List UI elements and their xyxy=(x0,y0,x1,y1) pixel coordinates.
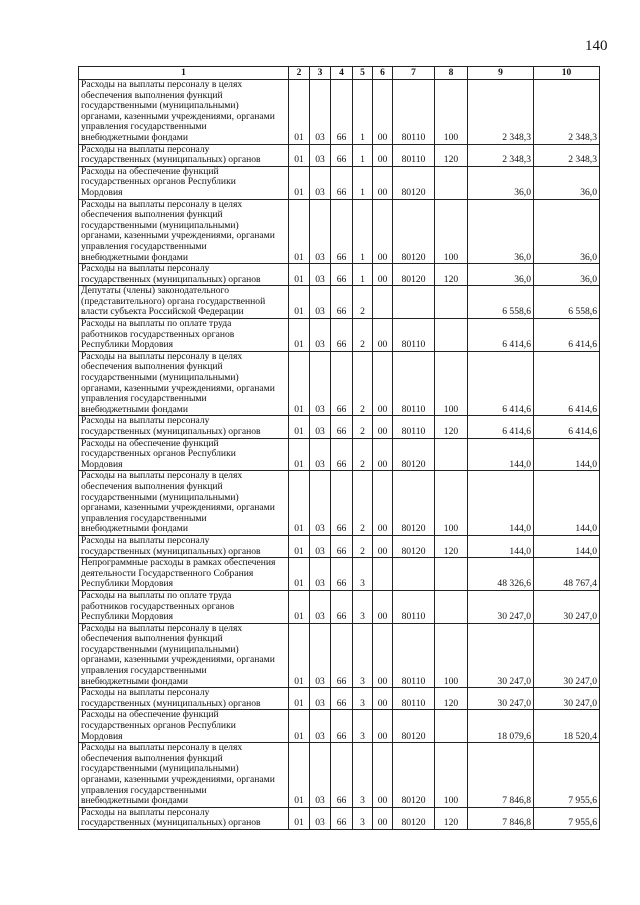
code-direction xyxy=(373,558,393,591)
code-target: 80120 xyxy=(393,807,435,829)
code-subprogram: 2 xyxy=(353,471,373,536)
table-row xyxy=(79,438,600,471)
code-subprogram: 3 xyxy=(353,688,373,710)
table-row xyxy=(79,80,600,145)
table-header-row xyxy=(79,67,600,80)
description-line: Республики Мордовия xyxy=(81,339,174,351)
code-expense-type: 120 xyxy=(435,688,468,710)
amount-year-2: 7 955,6 xyxy=(534,807,600,829)
description-line: государственных (муниципальных) органов xyxy=(81,273,261,285)
amount-year-2: 36,0 xyxy=(534,264,600,286)
description-line: Республики Мордовия xyxy=(81,578,174,590)
code-program: 66 xyxy=(331,590,353,623)
code-subsection: 03 xyxy=(310,535,331,557)
description-line: государственных (муниципальных) органов xyxy=(81,154,261,166)
code-subprogram: 1 xyxy=(353,264,373,286)
code-program: 66 xyxy=(331,807,353,829)
table-row xyxy=(79,535,600,557)
amount-year-1: 18 079,6 xyxy=(468,710,534,743)
description-line: внебюджетными фондами xyxy=(81,675,188,687)
column-header: 1 xyxy=(79,67,289,80)
amount-year-2: 2 348,3 xyxy=(534,80,600,145)
description-line: государственными (муниципальными) xyxy=(81,372,239,384)
description-line: Мордовия xyxy=(81,186,123,198)
code-target: 80120 xyxy=(393,743,435,808)
table-row xyxy=(79,743,600,808)
row-description xyxy=(79,264,289,286)
table-row xyxy=(79,199,600,264)
code-section: 01 xyxy=(289,166,310,199)
description-line: обеспечения выполнения функций xyxy=(81,480,223,492)
row-description xyxy=(79,80,289,145)
code-subsection: 03 xyxy=(310,199,331,264)
code-section: 01 xyxy=(289,471,310,536)
amount-year-1: 144,0 xyxy=(468,438,534,471)
description-line: государственных (муниципальных) органов xyxy=(81,426,261,437)
amount-year-2: 144,0 xyxy=(534,471,600,536)
code-direction: 00 xyxy=(373,623,393,688)
amount-year-2: 6 558,6 xyxy=(534,286,600,319)
code-target: 80110 xyxy=(393,416,435,438)
code-direction: 00 xyxy=(373,438,393,471)
column-header: 4 xyxy=(331,67,353,80)
description-line: Расходы на выплаты персоналу в целях xyxy=(81,79,243,90)
description-line: Расходы на выплаты персоналу xyxy=(81,263,210,275)
code-program: 66 xyxy=(331,199,353,264)
code-subsection: 03 xyxy=(310,144,331,166)
description-line: государственных органов Республики xyxy=(81,448,236,460)
table-row xyxy=(79,471,600,536)
description-line: Расходы на выплаты персоналу в целях xyxy=(81,470,243,482)
column-header: 10 xyxy=(534,67,600,80)
code-expense-type xyxy=(435,558,468,591)
code-direction: 00 xyxy=(373,688,393,710)
description-line: государственными (муниципальными) xyxy=(81,219,239,231)
description-line: Мордовия xyxy=(81,730,123,742)
code-expense-type: 120 xyxy=(435,264,468,286)
description-line: Расходы на выплаты персоналу xyxy=(81,415,210,427)
description-line: Расходы на выплаты по оплате труда xyxy=(81,589,232,601)
code-subsection: 03 xyxy=(310,166,331,199)
code-direction xyxy=(373,286,393,319)
row-description xyxy=(79,286,289,319)
table-body xyxy=(79,80,600,830)
code-section: 01 xyxy=(289,286,310,319)
description-line: Расходы на обеспечение функций xyxy=(81,709,219,721)
code-target: 80120 xyxy=(393,264,435,286)
row-description xyxy=(79,144,289,166)
code-target: 80120 xyxy=(393,710,435,743)
amount-year-1: 30 247,0 xyxy=(468,688,534,710)
code-subprogram: 1 xyxy=(353,80,373,145)
code-subsection: 03 xyxy=(310,471,331,536)
table-row xyxy=(79,264,600,286)
code-subprogram: 2 xyxy=(353,438,373,471)
amount-year-1: 6 558,6 xyxy=(468,286,534,319)
code-program: 66 xyxy=(331,688,353,710)
amount-year-1: 30 247,0 xyxy=(468,623,534,688)
code-program: 66 xyxy=(331,264,353,286)
description-line: органами, казенными учреждениями, органами xyxy=(81,110,275,122)
description-line: органами, казенными учреждениями, органами xyxy=(81,654,275,666)
description-line: Расходы на выплаты персоналу xyxy=(81,534,210,546)
code-expense-type xyxy=(435,590,468,623)
description-line: Расходы на выплаты персоналу в целях xyxy=(81,622,243,634)
row-description xyxy=(79,807,289,829)
code-program: 66 xyxy=(331,623,353,688)
code-subsection: 03 xyxy=(310,623,331,688)
description-line: управления государственными xyxy=(81,665,207,677)
description-line: управления государственными xyxy=(81,512,207,524)
code-subprogram: 2 xyxy=(353,416,373,438)
description-line: Республики Мордовия xyxy=(81,611,174,623)
code-subsection: 03 xyxy=(310,590,331,623)
code-expense-type: 120 xyxy=(435,807,468,829)
table-row xyxy=(79,286,600,319)
row-description xyxy=(79,688,289,710)
code-subsection: 03 xyxy=(310,558,331,591)
description-line: Расходы на выплаты по оплате труда xyxy=(81,318,232,330)
code-subsection: 03 xyxy=(310,80,331,145)
code-program: 66 xyxy=(331,286,353,319)
amount-year-2: 36,0 xyxy=(534,166,600,199)
column-header: 6 xyxy=(373,67,393,80)
description-line: внебюджетными фондами xyxy=(81,251,188,263)
code-subsection: 03 xyxy=(310,688,331,710)
code-direction: 00 xyxy=(373,535,393,557)
description-line: государственных органов Республики xyxy=(81,176,236,188)
page-number: 140 xyxy=(585,38,608,54)
column-header: 8 xyxy=(435,67,468,80)
amount-year-1: 36,0 xyxy=(468,264,534,286)
code-subprogram: 1 xyxy=(353,144,373,166)
code-target xyxy=(393,558,435,591)
code-subprogram: 1 xyxy=(353,199,373,264)
code-program: 66 xyxy=(331,351,353,416)
code-direction: 00 xyxy=(373,590,393,623)
table-row xyxy=(79,558,600,591)
code-target: 80110 xyxy=(393,590,435,623)
table-row xyxy=(79,623,600,688)
row-description xyxy=(79,199,289,264)
code-direction: 00 xyxy=(373,416,393,438)
code-section: 01 xyxy=(289,438,310,471)
row-description xyxy=(79,743,289,808)
row-description xyxy=(79,438,289,471)
amount-year-1: 36,0 xyxy=(468,199,534,264)
amount-year-1: 2 348,3 xyxy=(468,80,534,145)
description-line: Мордовия xyxy=(81,458,123,470)
row-description xyxy=(79,351,289,416)
code-expense-type xyxy=(435,319,468,352)
code-subprogram: 3 xyxy=(353,623,373,688)
code-subprogram: 1 xyxy=(353,166,373,199)
code-target: 80110 xyxy=(393,144,435,166)
code-direction: 00 xyxy=(373,264,393,286)
code-direction: 00 xyxy=(373,807,393,829)
code-subprogram: 2 xyxy=(353,351,373,416)
description-line: органами, казенными учреждениями, органами xyxy=(81,502,275,514)
code-program: 66 xyxy=(331,80,353,145)
code-direction: 00 xyxy=(373,351,393,416)
description-line: органами, казенными учреждениями, органами xyxy=(81,230,275,242)
description-line: внебюджетными фондами xyxy=(81,795,188,807)
code-section: 01 xyxy=(289,535,310,557)
amount-year-2: 6 414,6 xyxy=(534,416,600,438)
description-line: государственными (муниципальными) xyxy=(81,763,239,775)
row-description xyxy=(79,535,289,557)
code-subprogram: 2 xyxy=(353,286,373,319)
description-line: обеспечения выполнения функций xyxy=(81,361,223,373)
amount-year-1: 36,0 xyxy=(468,166,534,199)
description-line: Расходы на выплаты персоналу в целях xyxy=(81,198,243,210)
description-line: государственных (муниципальных) органов xyxy=(81,817,261,829)
table-row xyxy=(79,807,600,829)
code-expense-type xyxy=(435,286,468,319)
row-description xyxy=(79,166,289,199)
description-line: органами, казенными учреждениями, органами xyxy=(81,382,275,394)
code-expense-type xyxy=(435,438,468,471)
code-target: 80110 xyxy=(393,688,435,710)
code-subsection: 03 xyxy=(310,416,331,438)
code-program: 66 xyxy=(331,743,353,808)
row-description xyxy=(79,558,289,591)
table-row xyxy=(79,351,600,416)
code-section: 01 xyxy=(289,590,310,623)
code-target xyxy=(393,286,435,319)
description-line: государственными (муниципальными) xyxy=(81,643,239,655)
code-direction: 00 xyxy=(373,710,393,743)
description-line: Расходы на выплаты персоналу xyxy=(81,143,210,155)
code-program: 66 xyxy=(331,438,353,471)
description-line: (представительного) органа государственной xyxy=(81,295,266,307)
amount-year-1: 144,0 xyxy=(468,535,534,557)
code-section: 01 xyxy=(289,144,310,166)
code-subprogram: 3 xyxy=(353,743,373,808)
code-expense-type: 100 xyxy=(435,80,468,145)
code-expense-type: 100 xyxy=(435,199,468,264)
description-line: Расходы на выплаты персоналу xyxy=(81,806,210,818)
code-subprogram: 2 xyxy=(353,319,373,352)
code-direction: 00 xyxy=(373,166,393,199)
code-program: 66 xyxy=(331,416,353,438)
code-section: 01 xyxy=(289,416,310,438)
amount-year-2: 48 767,4 xyxy=(534,558,600,591)
code-subprogram: 3 xyxy=(353,590,373,623)
description-line: Расходы на выплаты персоналу в целях xyxy=(81,350,243,362)
column-header: 7 xyxy=(393,67,435,80)
table-row xyxy=(79,590,600,623)
description-line: обеспечения выполнения функций xyxy=(81,633,223,645)
code-expense-type: 100 xyxy=(435,623,468,688)
code-section: 01 xyxy=(289,80,310,145)
row-description xyxy=(79,710,289,743)
description-line: управления государственными xyxy=(81,121,207,133)
description-line: Расходы на выплаты персоналу xyxy=(81,687,210,699)
code-subsection: 03 xyxy=(310,286,331,319)
code-subsection: 03 xyxy=(310,710,331,743)
code-direction: 00 xyxy=(373,743,393,808)
code-subsection: 03 xyxy=(310,264,331,286)
column-header: 5 xyxy=(353,67,373,80)
code-section: 01 xyxy=(289,558,310,591)
description-line: государственных органов Республики xyxy=(81,720,236,732)
code-target: 80120 xyxy=(393,166,435,199)
code-subsection: 03 xyxy=(310,743,331,808)
amount-year-2: 36,0 xyxy=(534,199,600,264)
amount-year-1: 144,0 xyxy=(468,471,534,536)
description-line: Депутаты (члены) законодательного xyxy=(81,285,230,297)
code-expense-type: 100 xyxy=(435,743,468,808)
code-section: 01 xyxy=(289,264,310,286)
amount-year-2: 6 414,6 xyxy=(534,319,600,352)
description-line: Непрограммные расходы в рамках обеспечения xyxy=(81,557,276,569)
description-line: государственных (муниципальных) органов xyxy=(81,545,261,557)
description-line: Расходы на выплаты персоналу в целях xyxy=(81,742,243,754)
code-target: 80120 xyxy=(393,471,435,536)
code-expense-type: 120 xyxy=(435,535,468,557)
table-row xyxy=(79,319,600,352)
code-target: 80110 xyxy=(393,80,435,145)
description-line: обеспечения выполнения функций xyxy=(81,89,223,101)
row-description xyxy=(79,416,289,438)
code-subsection: 03 xyxy=(310,319,331,352)
description-line: обеспечения выполнения функций xyxy=(81,209,223,221)
code-subprogram: 3 xyxy=(353,558,373,591)
amount-year-1: 30 247,0 xyxy=(468,590,534,623)
amount-year-1: 6 414,6 xyxy=(468,351,534,416)
code-section: 01 xyxy=(289,199,310,264)
code-section: 01 xyxy=(289,623,310,688)
code-subprogram: 3 xyxy=(353,807,373,829)
code-direction: 00 xyxy=(373,199,393,264)
code-target: 80120 xyxy=(393,535,435,557)
description-line: внебюджетными фондами xyxy=(81,403,188,415)
code-direction: 00 xyxy=(373,319,393,352)
description-line: Расходы на обеспечение функций xyxy=(81,437,219,449)
table-row xyxy=(79,710,600,743)
description-line: государственными (муниципальными) xyxy=(81,491,239,503)
description-line: работников государственных органов xyxy=(81,600,235,612)
amount-year-2: 7 955,6 xyxy=(534,743,600,808)
description-line: деятельности Государственного Собрания xyxy=(81,567,254,579)
code-expense-type xyxy=(435,166,468,199)
table-row xyxy=(79,144,600,166)
code-target: 80110 xyxy=(393,319,435,352)
row-description xyxy=(79,590,289,623)
amount-year-1: 48 326,6 xyxy=(468,558,534,591)
row-description xyxy=(79,319,289,352)
code-program: 66 xyxy=(331,166,353,199)
code-program: 66 xyxy=(331,471,353,536)
code-section: 01 xyxy=(289,319,310,352)
description-line: органами, казенными учреждениями, органами xyxy=(81,774,275,785)
amount-year-1: 7 846,8 xyxy=(468,807,534,829)
code-program: 66 xyxy=(331,319,353,352)
code-subsection: 03 xyxy=(310,438,331,471)
column-header: 3 xyxy=(310,67,331,80)
code-expense-type: 120 xyxy=(435,144,468,166)
description-line: государственных (муниципальных) органов xyxy=(81,697,261,709)
code-expense-type: 100 xyxy=(435,471,468,536)
code-expense-type xyxy=(435,710,468,743)
description-line: внебюджетными фондами xyxy=(81,131,188,143)
code-section: 01 xyxy=(289,710,310,743)
amount-year-2: 30 247,0 xyxy=(534,623,600,688)
amount-year-2: 6 414,6 xyxy=(534,351,600,416)
amount-year-1: 6 414,6 xyxy=(468,319,534,352)
code-target: 80110 xyxy=(393,351,435,416)
code-direction: 00 xyxy=(373,144,393,166)
code-program: 66 xyxy=(331,558,353,591)
description-line: управления государственными xyxy=(81,784,207,796)
table-row xyxy=(79,688,600,710)
column-header: 2 xyxy=(289,67,310,80)
code-program: 66 xyxy=(331,535,353,557)
amount-year-2: 2 348,3 xyxy=(534,144,600,166)
code-program: 66 xyxy=(331,710,353,743)
code-direction: 00 xyxy=(373,80,393,145)
code-section: 01 xyxy=(289,743,310,808)
amount-year-2: 144,0 xyxy=(534,438,600,471)
code-program: 66 xyxy=(331,144,353,166)
code-target: 80110 xyxy=(393,623,435,688)
description-line: власти субъекта Российской Федерации xyxy=(81,306,244,318)
row-description xyxy=(79,623,289,688)
budget-table xyxy=(78,66,600,830)
description-line: обеспечения выполнения функций xyxy=(81,752,223,764)
code-target: 80120 xyxy=(393,438,435,471)
description-line: Расходы на обеспечение функций xyxy=(81,165,219,177)
amount-year-2: 18 520,4 xyxy=(534,710,600,743)
amount-year-1: 2 348,3 xyxy=(468,144,534,166)
code-subprogram: 2 xyxy=(353,535,373,557)
row-description xyxy=(79,471,289,536)
column-header: 9 xyxy=(468,67,534,80)
description-line: работников государственных органов xyxy=(81,328,235,340)
description-line: внебюджетными фондами xyxy=(81,523,188,535)
amount-year-2: 144,0 xyxy=(534,535,600,557)
description-line: государственными (муниципальными) xyxy=(81,100,239,112)
description-line: управления государственными xyxy=(81,393,207,405)
code-subsection: 03 xyxy=(310,351,331,416)
amount-year-2: 30 247,0 xyxy=(534,590,600,623)
amount-year-1: 6 414,6 xyxy=(468,416,534,438)
code-subsection: 03 xyxy=(310,807,331,829)
table-row xyxy=(79,416,600,438)
code-subprogram: 3 xyxy=(353,710,373,743)
amount-year-2: 30 247,0 xyxy=(534,688,600,710)
description-line: управления государственными xyxy=(81,240,207,252)
code-expense-type: 120 xyxy=(435,416,468,438)
code-expense-type: 100 xyxy=(435,351,468,416)
amount-year-1: 7 846,8 xyxy=(468,743,534,808)
code-section: 01 xyxy=(289,688,310,710)
code-section: 01 xyxy=(289,351,310,416)
table-row xyxy=(79,166,600,199)
code-direction: 00 xyxy=(373,471,393,536)
code-section: 01 xyxy=(289,807,310,829)
code-target: 80120 xyxy=(393,199,435,264)
